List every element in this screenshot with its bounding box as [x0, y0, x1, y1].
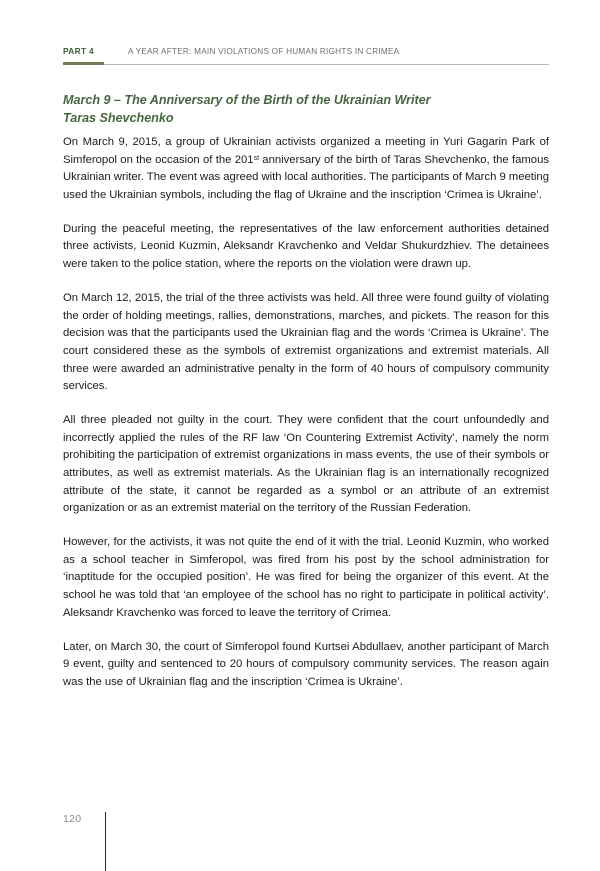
section-title-line-1: March 9 – The Anniversary of the Birth of the Ukrainian Writer: [63, 93, 431, 108]
paragraph-5: However, for the activists, it was not quite the end of it with the trial. Leonid Kuzmin, who worked as a school teacher in Simferopol, was fired from his post by the school administration for ‘inaptitude for the occupied position’. He was fired for being the organizer of this event. At the school he was told that ‘an employee of the school has no right to participate in political activity’. Aleksandr Kravchenko was forced to leave the territory of Crimea.: [63, 536, 549, 619]
paragraph-1-text-after-superscript: anniversary of the birth of Taras Shevchenko, the famous Ukrainian writer. The event was agreed with local authorities. The participants of March 9 meeting used the Ukrainian symbols, including the flag of Ukraine and the inscription ‘Crimea is Ukraine’.: [63, 153, 550, 201]
ordinal-superscript: st: [253, 154, 260, 162]
paragraph-4: All three pleaded not guilty in the court. They were confident that the court unfoundedly and incorrectly applied the rules of the RF law ‘On Countering Extremist Activity’, namely the norm prohibiting the participation of extremist organizations in mass events, the use of their symbols or attributes, as well as extremist materials. As the Ukrainian flag is an internationally recognized attribute of the state, it cannot be regarded as a symbol or an attribute of an extremist organization or as an extremist material on the territory of the Russian Federation.: [63, 414, 549, 515]
paragraph-6: Later, on March 30, the court of Simferopol found Kurtsei Abdullaev, another participant of March 9 event, guilty and sentenced to 20 hours of compulsory community services. The reason again was the use of Ukrainian flag and the inscription ‘Crimea is Ukraine’.: [63, 640, 549, 688]
running-header: [63, 46, 549, 68]
section-title-line-2: Taras Shevchenko: [63, 110, 174, 125]
part-label: PART 4: [63, 46, 94, 56]
section-title: [63, 92, 549, 127]
chapter-label: A YEAR AFTER: MAIN VIOLATIONS OF HUMAN RIGHTS IN CRIMEA: [128, 46, 400, 56]
paragraph-3: On March 12, 2015, the trial of the three activists was held. All three were found guilty of violating the order of holding meetings, rallies, demonstrations, marches, and pickets. The reason for this decision was that the participants used the Ukrainian flag and the words ‘Crimea is Ukraine’. The court considered these as the symbols of extremist organizations and extremist materials. All three were awarded an administrative penalty in the form of 40 hours of compulsory community services.: [63, 292, 549, 393]
paragraph-1: [63, 134, 549, 204]
paragraph-1-text-before-superscript: On March 9, 2015, a group of Ukrainian activists organized a meeting in Yuri Gagarin Park of Simferopol on the occasion of the 201: [63, 136, 549, 166]
folio-vertical-rule: [105, 812, 106, 871]
body-text-column: [63, 134, 549, 692]
paragraph-2: During the peaceful meeting, the representatives of the law enforcement authorities detained three activists, Leonid Kuzmin, Aleksandr Kravchenko and Veldar Shukurdzhiev. The detainees were taken to the police station, where the reports on the violation were drawn up.: [63, 222, 549, 271]
header-divider-rule: [63, 64, 549, 65]
header-accent-bar: [63, 62, 104, 66]
page-number: 120: [63, 813, 82, 825]
